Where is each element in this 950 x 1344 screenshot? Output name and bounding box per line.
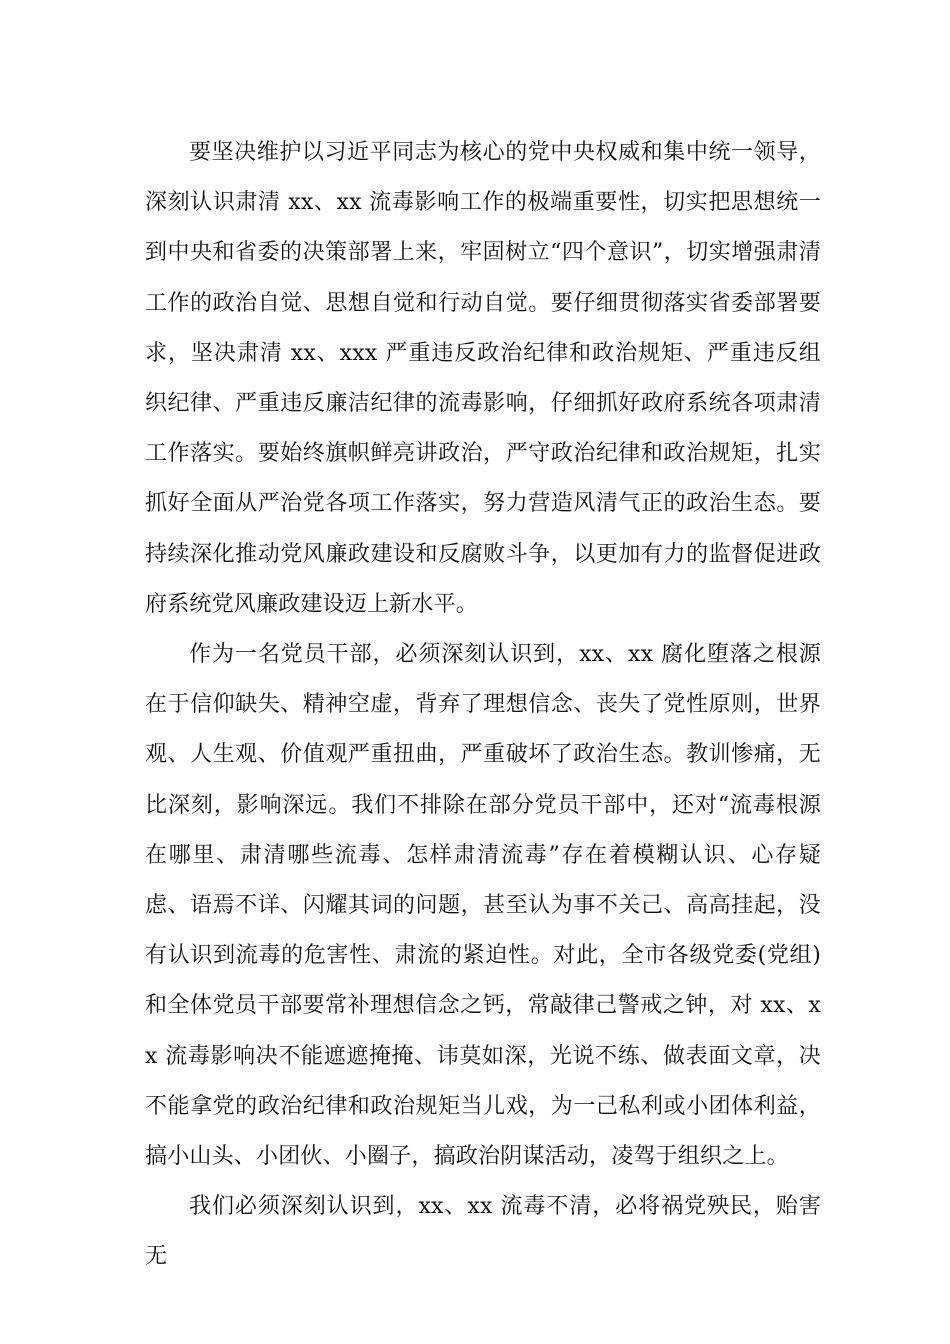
body-paragraph: 我们必须深刻认识到，xx、xx 流毒不清，必将祸党殃民，贻害无 — [145, 1194, 821, 1270]
paragraph-block-3 — [145, 1182, 821, 1282]
paragraph-block-2 — [145, 630, 821, 1182]
paragraph-block-1 — [145, 128, 821, 630]
body-paragraph: 要坚决维护以习近平同志为核心的党中央权威和集中统一领导，深刻认识肃清 xx、xx 流毒影响工作的极端重要性，切实把思想统一到中央和省委的决策部署上来，牢固树立“四个意识”，切实增强肃清工作的政治自觉、思想自觉和行动自觉。要仔细贯彻落实省委部署要求，坚决肃清 xx、xxx 严重违反政治纪律和政治规矩、严重违反组织纪律、严重违反廉洁纪律的流毒影响，仔细抓好政府系统各项肃清工作落实。要始终旗帜鲜亮讲政治，严守政治纪律和政治规矩，扎实抓好全面从严治党各项工作落实，努力营造风清气正的政治生态。要持续深化推动党风廉政建设和反腐败斗争，以更加有力的监督促进政府系统党风廉政建设迈上新水平。 — [145, 140, 821, 617]
body-paragraph: 作为一名党员干部，必须深刻认识到，xx、xx 腐化堕落之根源在于信仰缺失、精神空虚，背弃了理想信念、丧失了党性原则，世界观、人生观、价值观严重扭曲，严重破坏了政治生态。教训惨痛，无比深刻，影响深远。我们不排除在部分党员干部中，还对“流毒根源在哪里、肃清哪些流毒、怎样肃清流毒”存在着模糊认识、心存疑虑、语焉不详、闪耀其词的问题，甚至认为事不关己、高高挂起，没有认识到流毒的危害性、肃流的紧迫性。对此，全市各级党委(党组)和全体党员干部要常补理想信念之钙，常敲律己警戒之钟，对 xx、xx 流毒影响决不能遮遮掩掩、讳莫如深，光说不练、做表面文章，决不能拿党的政治纪律和政治规矩当儿戏，为一己私利或小团体利益，搞小山头、小团伙、小圈子，搞政治阴谋活动，凌驾于组织之上。 — [145, 642, 821, 1170]
